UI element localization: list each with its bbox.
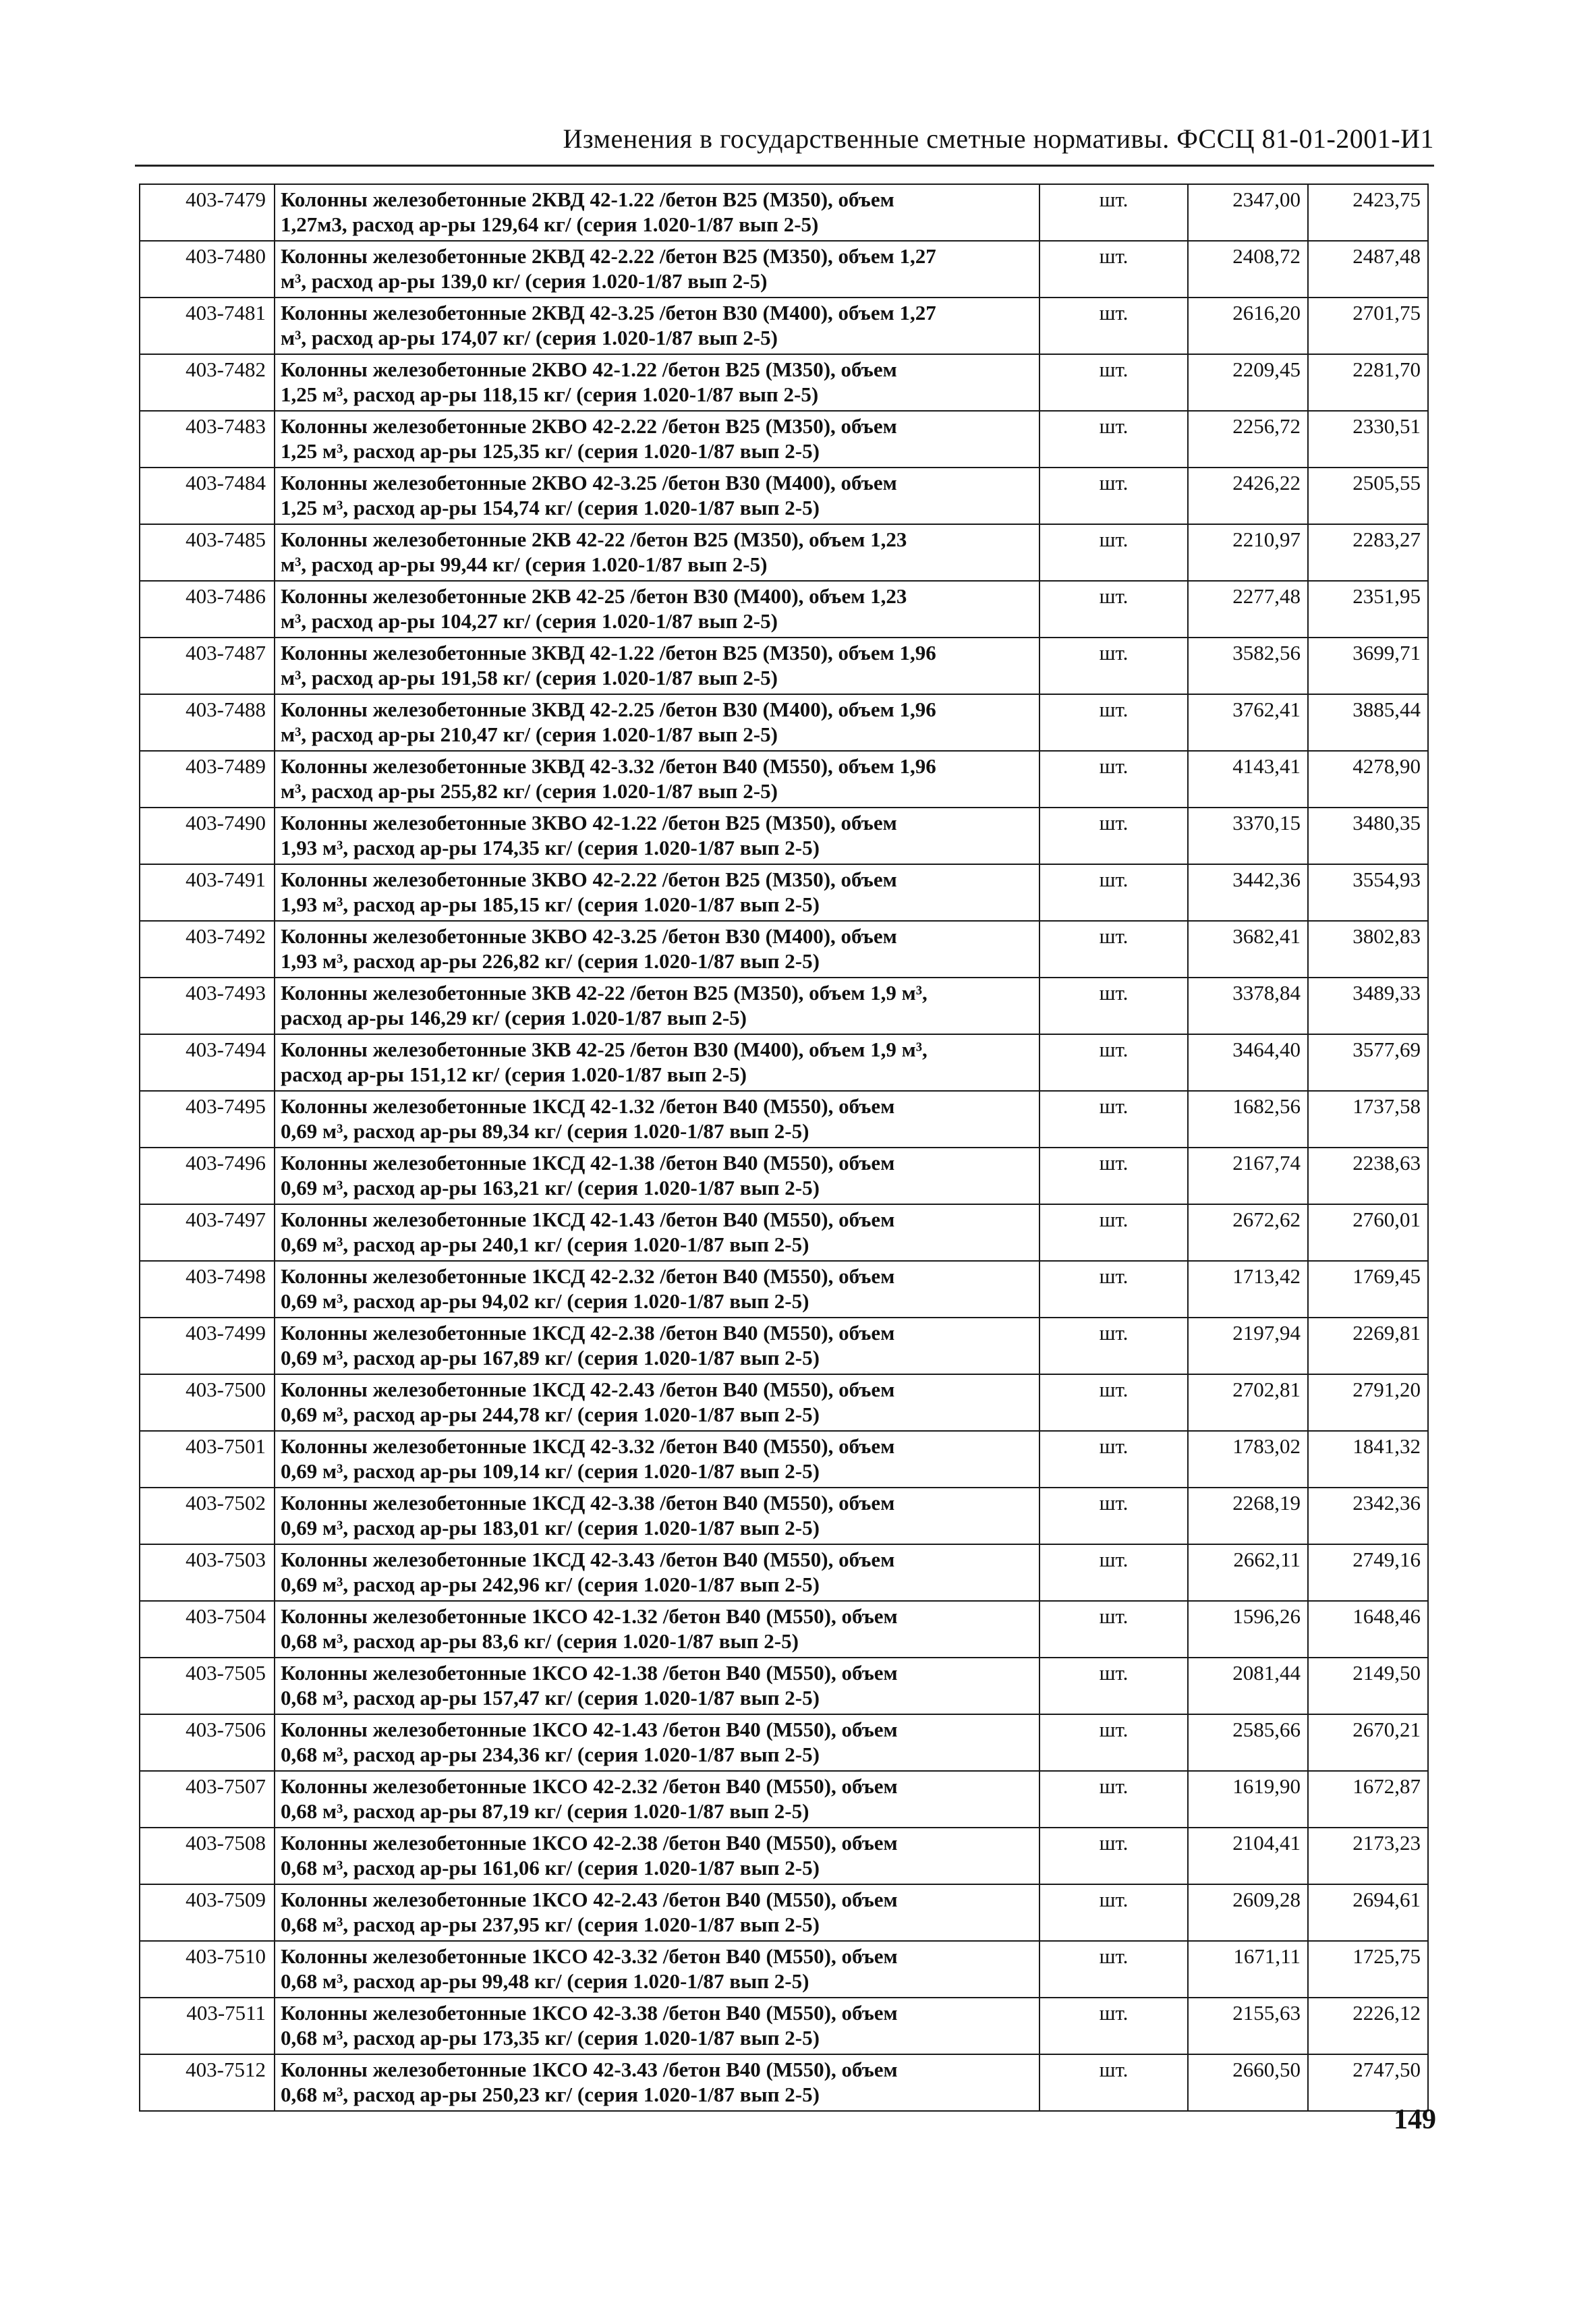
row-price-2: 1737,58 (1308, 1091, 1428, 1148)
description-line-1: Колонны железобетонные 3КВД 42-2.25 /бетон В30 (М400), объем 1,96 (281, 698, 936, 721)
row-price-1: 2672,62 (1188, 1204, 1308, 1261)
row-code: 403-7503 (140, 1544, 275, 1601)
row-price-2: 2791,20 (1308, 1374, 1428, 1431)
table-row (140, 1714, 1428, 1771)
row-description (275, 354, 1039, 411)
row-price-1: 2616,20 (1188, 298, 1308, 354)
table-row (140, 1828, 1428, 1884)
row-code: 403-7494 (140, 1034, 275, 1091)
price-table (139, 184, 1429, 2112)
row-price-1: 2609,28 (1188, 1884, 1308, 1941)
description-line-1: Колонны железобетонные 3КВД 42-1.22 /бетон В25 (М350), объем 1,96 (281, 641, 936, 665)
description-line-1: Колонны железобетонные 1КСО 42-1.43 /бетон В40 (М550), объем (281, 1718, 898, 1741)
description-line-1: Колонны железобетонные 1КСО 42-2.43 /бетон В40 (М550), объем (281, 1888, 898, 1911)
description-line-2: м³, расход ар-ры 99,44 кг/ (серия 1.020-1/87 вып 2-5) (281, 553, 768, 576)
row-description (275, 1658, 1039, 1714)
row-price-1: 2660,50 (1188, 2054, 1308, 2111)
description-line-1: Колонны железобетонные 1КСД 42-2.38 /бетон В40 (М550), объем (281, 1321, 895, 1345)
table-row (140, 468, 1428, 524)
table-row (140, 298, 1428, 354)
description-line-2: м³, расход ар-ры 210,47 кг/ (серия 1.020-1/87 вып 2-5) (281, 723, 778, 746)
description-line-1: Колонны железобетонные 1КСО 42-3.43 /бетон В40 (М550), объем (281, 2058, 898, 2081)
row-description (275, 1204, 1039, 1261)
description-line-1: Колонны железобетонные 2КВД 42-1.22 /бетон В25 (М350), объем (281, 188, 894, 211)
row-price-1: 2167,74 (1188, 1148, 1308, 1204)
row-price-1: 2209,45 (1188, 354, 1308, 411)
row-description (275, 1714, 1039, 1771)
table-row (140, 241, 1428, 298)
row-price-1: 2104,41 (1188, 1828, 1308, 1884)
row-unit: шт. (1039, 921, 1188, 978)
row-price-2: 1725,75 (1308, 1941, 1428, 1998)
row-description (275, 1941, 1039, 1998)
row-price-2: 3699,71 (1308, 638, 1428, 694)
row-price-2: 2694,61 (1308, 1884, 1428, 1941)
description-line-2: 0,69 м³, расход ар-ры 244,78 кг/ (серия 1.020-1/87 вып 2-5) (281, 1403, 820, 1426)
description-line-1: Колонны железобетонные 1КСД 42-2.32 /бетон В40 (М550), объем (281, 1264, 895, 1288)
row-price-1: 2155,63 (1188, 1998, 1308, 2054)
description-line-2: м³, расход ар-ры 104,27 кг/ (серия 1.020-1/87 вып 2-5) (281, 609, 778, 633)
row-price-2: 4278,90 (1308, 751, 1428, 808)
row-code: 403-7510 (140, 1941, 275, 1998)
row-price-2: 3885,44 (1308, 694, 1428, 751)
table-row (140, 1941, 1428, 1998)
description-line-2: 1,93 м³, расход ар-ры 226,82 кг/ (серия 1.020-1/87 вып 2-5) (281, 949, 820, 973)
row-code: 403-7495 (140, 1091, 275, 1148)
row-price-1: 2081,44 (1188, 1658, 1308, 1714)
header-rule (135, 165, 1434, 167)
table-row (140, 524, 1428, 581)
row-unit: шт. (1039, 638, 1188, 694)
row-price-1: 2585,66 (1188, 1714, 1308, 1771)
row-description (275, 2054, 1039, 2111)
row-price-2: 2330,51 (1308, 411, 1428, 468)
row-description (275, 1998, 1039, 2054)
description-line-1: Колонны железобетонные 1КСД 42-2.43 /бетон В40 (М550), объем (281, 1378, 895, 1401)
row-price-2: 2749,16 (1308, 1544, 1428, 1601)
row-description (275, 184, 1039, 241)
row-description (275, 808, 1039, 864)
row-price-2: 2505,55 (1308, 468, 1428, 524)
row-code: 403-7479 (140, 184, 275, 241)
description-line-1: Колонны железобетонные 1КСО 42-2.32 /бетон В40 (М550), объем (281, 1774, 898, 1798)
table-row (140, 921, 1428, 978)
row-price-2: 3489,33 (1308, 978, 1428, 1034)
row-description (275, 1034, 1039, 1091)
description-line-2: 0,68 м³, расход ар-ры 173,35 кг/ (серия 1.020-1/87 вып 2-5) (281, 2026, 820, 2050)
row-price-1: 3442,36 (1188, 864, 1308, 921)
description-line-1: Колонны железобетонные 2КВД 42-2.22 /бетон В25 (М350), объем 1,27 (281, 244, 936, 268)
description-line-1: Колонны железобетонные 1КСО 42-2.38 /бетон В40 (М550), объем (281, 1831, 898, 1855)
row-price-2: 2423,75 (1308, 184, 1428, 241)
table-row (140, 1318, 1428, 1374)
description-line-1: Колонны железобетонные 3КВО 42-1.22 /бетон В25 (М350), объем (281, 811, 897, 835)
table-row (140, 1658, 1428, 1714)
row-description (275, 1771, 1039, 1828)
row-unit: шт. (1039, 581, 1188, 638)
row-price-1: 3370,15 (1188, 808, 1308, 864)
row-price-1: 3682,41 (1188, 921, 1308, 978)
row-unit: шт. (1039, 751, 1188, 808)
table-row (140, 1204, 1428, 1261)
row-code: 403-7487 (140, 638, 275, 694)
description-line-1: Колонны железобетонные 1КСО 42-3.38 /бетон В40 (М550), объем (281, 2001, 898, 2025)
description-line-2: 1,93 м³, расход ар-ры 174,35 кг/ (серия 1.020-1/87 вып 2-5) (281, 836, 820, 859)
table-row (140, 808, 1428, 864)
description-line-1: Колонны железобетонные 3КВО 42-3.25 /бетон В30 (М400), объем (281, 924, 897, 948)
row-code: 403-7509 (140, 1884, 275, 1941)
table-row (140, 751, 1428, 808)
row-description (275, 524, 1039, 581)
row-description (275, 1091, 1039, 1148)
row-code: 403-7483 (140, 411, 275, 468)
row-code: 403-7492 (140, 921, 275, 978)
row-price-2: 3480,35 (1308, 808, 1428, 864)
row-code: 403-7480 (140, 241, 275, 298)
row-code: 403-7508 (140, 1828, 275, 1884)
table-row (140, 1601, 1428, 1658)
row-code: 403-7501 (140, 1431, 275, 1488)
row-unit: шт. (1039, 694, 1188, 751)
description-line-2: 0,68 м³, расход ар-ры 250,23 кг/ (серия 1.020-1/87 вып 2-5) (281, 2083, 820, 2106)
row-price-1: 2210,97 (1188, 524, 1308, 581)
description-line-2: 0,68 м³, расход ар-ры 83,6 кг/ (серия 1.020-1/87 вып 2-5) (281, 1629, 799, 1653)
row-code: 403-7481 (140, 298, 275, 354)
row-unit: шт. (1039, 808, 1188, 864)
description-line-2: м³, расход ар-ры 139,0 кг/ (серия 1.020-1/87 вып 2-5) (281, 269, 768, 293)
row-code: 403-7500 (140, 1374, 275, 1431)
description-line-2: 0,69 м³, расход ар-ры 94,02 кг/ (серия 1.020-1/87 вып 2-5) (281, 1289, 809, 1313)
table-row (140, 1034, 1428, 1091)
row-unit: шт. (1039, 411, 1188, 468)
description-line-2: 0,68 м³, расход ар-ры 99,48 кг/ (серия 1.020-1/87 вып 2-5) (281, 1969, 809, 1993)
row-description (275, 1544, 1039, 1601)
description-line-2: 0,69 м³, расход ар-ры 89,34 кг/ (серия 1.020-1/87 вып 2-5) (281, 1119, 809, 1143)
row-unit: шт. (1039, 1941, 1188, 1998)
table-row (140, 1771, 1428, 1828)
row-unit: шт. (1039, 1431, 1188, 1488)
table-row (140, 1544, 1428, 1601)
row-code: 403-7497 (140, 1204, 275, 1261)
description-line-1: Колонны железобетонные 3КВД 42-3.32 /бетон В40 (М550), объем 1,96 (281, 754, 936, 778)
row-unit: шт. (1039, 1714, 1188, 1771)
row-price-1: 2268,19 (1188, 1488, 1308, 1544)
row-price-1: 2702,81 (1188, 1374, 1308, 1431)
row-price-2: 2281,70 (1308, 354, 1428, 411)
row-price-2: 2351,95 (1308, 581, 1428, 638)
row-price-1: 1619,90 (1188, 1771, 1308, 1828)
row-price-1: 1596,26 (1188, 1601, 1308, 1658)
row-price-2: 2173,23 (1308, 1828, 1428, 1884)
row-price-2: 1648,46 (1308, 1601, 1428, 1658)
row-unit: шт. (1039, 864, 1188, 921)
row-price-1: 2347,00 (1188, 184, 1308, 241)
description-line-2: 0,68 м³, расход ар-ры 237,95 кг/ (серия 1.020-1/87 вып 2-5) (281, 1913, 820, 1936)
description-line-1: Колонны железобетонные 2КВО 42-2.22 /бетон В25 (М350), объем (281, 414, 897, 438)
row-unit: шт. (1039, 1544, 1188, 1601)
row-price-2: 2747,50 (1308, 2054, 1428, 2111)
row-code: 403-7512 (140, 2054, 275, 2111)
row-unit: шт. (1039, 298, 1188, 354)
row-code: 403-7507 (140, 1771, 275, 1828)
row-description (275, 751, 1039, 808)
table-row (140, 1148, 1428, 1204)
row-unit: шт. (1039, 524, 1188, 581)
table-row (140, 1488, 1428, 1544)
row-price-2: 1672,87 (1308, 1771, 1428, 1828)
row-code: 403-7484 (140, 468, 275, 524)
row-price-1: 2197,94 (1188, 1318, 1308, 1374)
table-row (140, 978, 1428, 1034)
description-line-2: 0,68 м³, расход ар-ры 161,06 кг/ (серия 1.020-1/87 вып 2-5) (281, 1856, 820, 1880)
row-description (275, 1148, 1039, 1204)
description-line-1: Колонны железобетонные 2КВД 42-3.25 /бетон В30 (М400), объем 1,27 (281, 301, 936, 325)
row-price-2: 2342,36 (1308, 1488, 1428, 1544)
row-description (275, 1261, 1039, 1318)
row-description (275, 468, 1039, 524)
row-price-2: 1769,45 (1308, 1261, 1428, 1318)
row-description (275, 241, 1039, 298)
row-unit: шт. (1039, 1318, 1188, 1374)
row-price-1: 2426,22 (1188, 468, 1308, 524)
row-description (275, 1601, 1039, 1658)
row-code: 403-7490 (140, 808, 275, 864)
table-row (140, 1261, 1428, 1318)
row-price-1: 2662,11 (1188, 1544, 1308, 1601)
row-price-1: 1682,56 (1188, 1091, 1308, 1148)
row-description (275, 921, 1039, 978)
description-line-2: 0,69 м³, расход ар-ры 167,89 кг/ (серия 1.020-1/87 вып 2-5) (281, 1346, 820, 1370)
row-price-2: 3802,83 (1308, 921, 1428, 978)
row-code: 403-7493 (140, 978, 275, 1034)
row-description (275, 864, 1039, 921)
row-code: 403-7502 (140, 1488, 275, 1544)
row-price-2: 2283,27 (1308, 524, 1428, 581)
table-row (140, 1884, 1428, 1941)
row-description (275, 1884, 1039, 1941)
row-price-1: 3582,56 (1188, 638, 1308, 694)
description-line-2: м³, расход ар-ры 191,58 кг/ (серия 1.020-1/87 вып 2-5) (281, 666, 778, 689)
table-row (140, 638, 1428, 694)
row-unit: шт. (1039, 1601, 1188, 1658)
row-unit: шт. (1039, 1204, 1188, 1261)
row-description (275, 581, 1039, 638)
table-row (140, 411, 1428, 468)
row-description (275, 978, 1039, 1034)
row-description (275, 1828, 1039, 1884)
description-line-2: 0,68 м³, расход ар-ры 157,47 кг/ (серия 1.020-1/87 вып 2-5) (281, 1686, 820, 1710)
table-row (140, 1091, 1428, 1148)
table-row (140, 581, 1428, 638)
row-description (275, 1488, 1039, 1544)
table-row (140, 184, 1428, 241)
description-line-2: 0,69 м³, расход ар-ры 183,01 кг/ (серия 1.020-1/87 вып 2-5) (281, 1516, 820, 1540)
row-price-1: 1671,11 (1188, 1941, 1308, 1998)
description-line-2: 1,25 м³, расход ар-ры 154,74 кг/ (серия 1.020-1/87 вып 2-5) (281, 496, 820, 519)
price-table-body (140, 184, 1428, 2111)
table-row (140, 1374, 1428, 1431)
page-number: 149 (1394, 2104, 1436, 2135)
description-line-2: 0,69 м³, расход ар-ры 163,21 кг/ (серия 1.020-1/87 вып 2-5) (281, 1176, 820, 1200)
description-line-2: 0,69 м³, расход ар-ры 242,96 кг/ (серия 1.020-1/87 вып 2-5) (281, 1573, 820, 1596)
row-code: 403-7499 (140, 1318, 275, 1374)
row-price-1: 4143,41 (1188, 751, 1308, 808)
description-line-2: 0,69 м³, расход ар-ры 240,1 кг/ (серия 1.020-1/87 вып 2-5) (281, 1233, 809, 1256)
row-description (275, 1318, 1039, 1374)
row-price-1: 2256,72 (1188, 411, 1308, 468)
row-price-2: 1841,32 (1308, 1431, 1428, 1488)
description-line-1: Колонны железобетонные 1КСД 42-3.43 /бетон В40 (М550), объем (281, 1548, 895, 1571)
description-line-1: Колонны железобетонные 1КСД 42-1.38 /бетон В40 (М550), объем (281, 1151, 895, 1175)
row-code: 403-7489 (140, 751, 275, 808)
row-unit: шт. (1039, 978, 1188, 1034)
row-unit: шт. (1039, 1374, 1188, 1431)
row-unit: шт. (1039, 184, 1188, 241)
description-line-2: 1,27м3, расход ар-ры 129,64 кг/ (серия 1.020-1/87 вып 2-5) (281, 213, 819, 236)
row-code: 403-7506 (140, 1714, 275, 1771)
row-price-2: 2238,63 (1308, 1148, 1428, 1204)
description-line-2: расход ар-ры 146,29 кг/ (серия 1.020-1/87 вып 2-5) (281, 1006, 747, 1030)
row-unit: шт. (1039, 1771, 1188, 1828)
description-line-1: Колонны железобетонные 1КСО 42-1.38 /бетон В40 (М550), объем (281, 1661, 898, 1685)
description-line-1: Колонны железобетонные 2КВО 42-3.25 /бетон В30 (М400), объем (281, 471, 897, 495)
description-line-1: Колонны железобетонные 3КВО 42-2.22 /бетон В25 (М350), объем (281, 868, 897, 891)
row-description (275, 411, 1039, 468)
row-price-2: 2760,01 (1308, 1204, 1428, 1261)
description-line-1: Колонны железобетонные 3КВ 42-25 /бетон В30 (М400), объем 1,9 м³, (281, 1038, 928, 1061)
table-row (140, 1431, 1428, 1488)
row-description (275, 1431, 1039, 1488)
row-unit: шт. (1039, 1884, 1188, 1941)
row-unit: шт. (1039, 1261, 1188, 1318)
row-price-2: 2670,21 (1308, 1714, 1428, 1771)
row-description (275, 298, 1039, 354)
description-line-2: 1,25 м³, расход ар-ры 118,15 кг/ (серия 1.020-1/87 вып 2-5) (281, 383, 819, 406)
row-code: 403-7482 (140, 354, 275, 411)
row-price-1: 3378,84 (1188, 978, 1308, 1034)
row-price-1: 2408,72 (1188, 241, 1308, 298)
row-price-2: 2701,75 (1308, 298, 1428, 354)
description-line-2: 0,68 м³, расход ар-ры 234,36 кг/ (серия 1.020-1/87 вып 2-5) (281, 1743, 820, 1766)
row-price-2: 2149,50 (1308, 1658, 1428, 1714)
row-code: 403-7491 (140, 864, 275, 921)
row-code: 403-7496 (140, 1148, 275, 1204)
description-line-1: Колонны железобетонные 2КВ 42-22 /бетон В25 (М350), объем 1,23 (281, 528, 907, 551)
description-line-2: расход ар-ры 151,12 кг/ (серия 1.020-1/87 вып 2-5) (281, 1063, 747, 1086)
row-code: 403-7505 (140, 1658, 275, 1714)
description-line-1: Колонны железобетонные 1КСД 42-1.32 /бетон В40 (М550), объем (281, 1094, 895, 1118)
row-description (275, 694, 1039, 751)
description-line-2: м³, расход ар-ры 174,07 кг/ (серия 1.020-1/87 вып 2-5) (281, 326, 778, 349)
row-price-2: 2226,12 (1308, 1998, 1428, 2054)
row-unit: шт. (1039, 1658, 1188, 1714)
row-code: 403-7485 (140, 524, 275, 581)
description-line-2: 1,93 м³, расход ар-ры 185,15 кг/ (серия 1.020-1/87 вып 2-5) (281, 893, 820, 916)
table-row (140, 2054, 1428, 2111)
row-code: 403-7488 (140, 694, 275, 751)
row-unit: шт. (1039, 1034, 1188, 1091)
description-line-1: Колонны железобетонные 1КСО 42-3.32 /бетон В40 (М550), объем (281, 1944, 898, 1968)
table-row (140, 354, 1428, 411)
row-code: 403-7486 (140, 581, 275, 638)
table-row (140, 864, 1428, 921)
row-unit: шт. (1039, 1998, 1188, 2054)
row-price-1: 3762,41 (1188, 694, 1308, 751)
row-unit: шт. (1039, 1488, 1188, 1544)
row-price-2: 3554,93 (1308, 864, 1428, 921)
description-line-2: м³, расход ар-ры 255,82 кг/ (серия 1.020-1/87 вып 2-5) (281, 779, 778, 803)
description-line-1: Колонны железобетонные 1КСД 42-3.32 /бетон В40 (М550), объем (281, 1434, 895, 1458)
table-row (140, 694, 1428, 751)
row-unit: шт. (1039, 1828, 1188, 1884)
row-code: 403-7504 (140, 1601, 275, 1658)
row-price-2: 3577,69 (1308, 1034, 1428, 1091)
row-price-1: 2277,48 (1188, 581, 1308, 638)
row-unit: шт. (1039, 1091, 1188, 1148)
row-code: 403-7498 (140, 1261, 275, 1318)
row-unit: шт. (1039, 241, 1188, 298)
row-code: 403-7511 (140, 1998, 275, 2054)
row-price-1: 1783,02 (1188, 1431, 1308, 1488)
description-line-1: Колонны железобетонные 1КСД 42-1.43 /бетон В40 (М550), объем (281, 1208, 895, 1231)
description-line-2: 1,25 м³, расход ар-ры 125,35 кг/ (серия 1.020-1/87 вып 2-5) (281, 439, 820, 463)
row-price-1: 1713,42 (1188, 1261, 1308, 1318)
description-line-1: Колонны железобетонные 2КВ 42-25 /бетон В30 (М400), объем 1,23 (281, 584, 907, 608)
description-line-2: 0,68 м³, расход ар-ры 87,19 кг/ (серия 1.020-1/87 вып 2-5) (281, 1799, 809, 1823)
row-price-2: 2269,81 (1308, 1318, 1428, 1374)
description-line-1: Колонны железобетонные 2КВО 42-1.22 /бетон В25 (М350), объем (281, 358, 897, 381)
row-unit: шт. (1039, 354, 1188, 411)
description-line-1: Колонны железобетонные 1КСД 42-3.38 /бетон В40 (М550), объем (281, 1491, 895, 1515)
row-price-2: 2487,48 (1308, 241, 1428, 298)
row-unit: шт. (1039, 468, 1188, 524)
row-description (275, 638, 1039, 694)
row-description (275, 1374, 1039, 1431)
page-header: Изменения в государственные сметные нормативы. ФССЦ 81-01-2001-И1 (563, 123, 1434, 154)
table-row (140, 1998, 1428, 2054)
description-line-1: Колонны железобетонные 3КВ 42-22 /бетон В25 (М350), объем 1,9 м³, (281, 981, 928, 1005)
row-unit: шт. (1039, 1148, 1188, 1204)
row-unit: шт. (1039, 2054, 1188, 2111)
description-line-1: Колонны железобетонные 1КСО 42-1.32 /бетон В40 (М550), объем (281, 1604, 898, 1628)
description-line-2: 0,69 м³, расход ар-ры 109,14 кг/ (серия 1.020-1/87 вып 2-5) (281, 1459, 820, 1483)
row-price-1: 3464,40 (1188, 1034, 1308, 1091)
